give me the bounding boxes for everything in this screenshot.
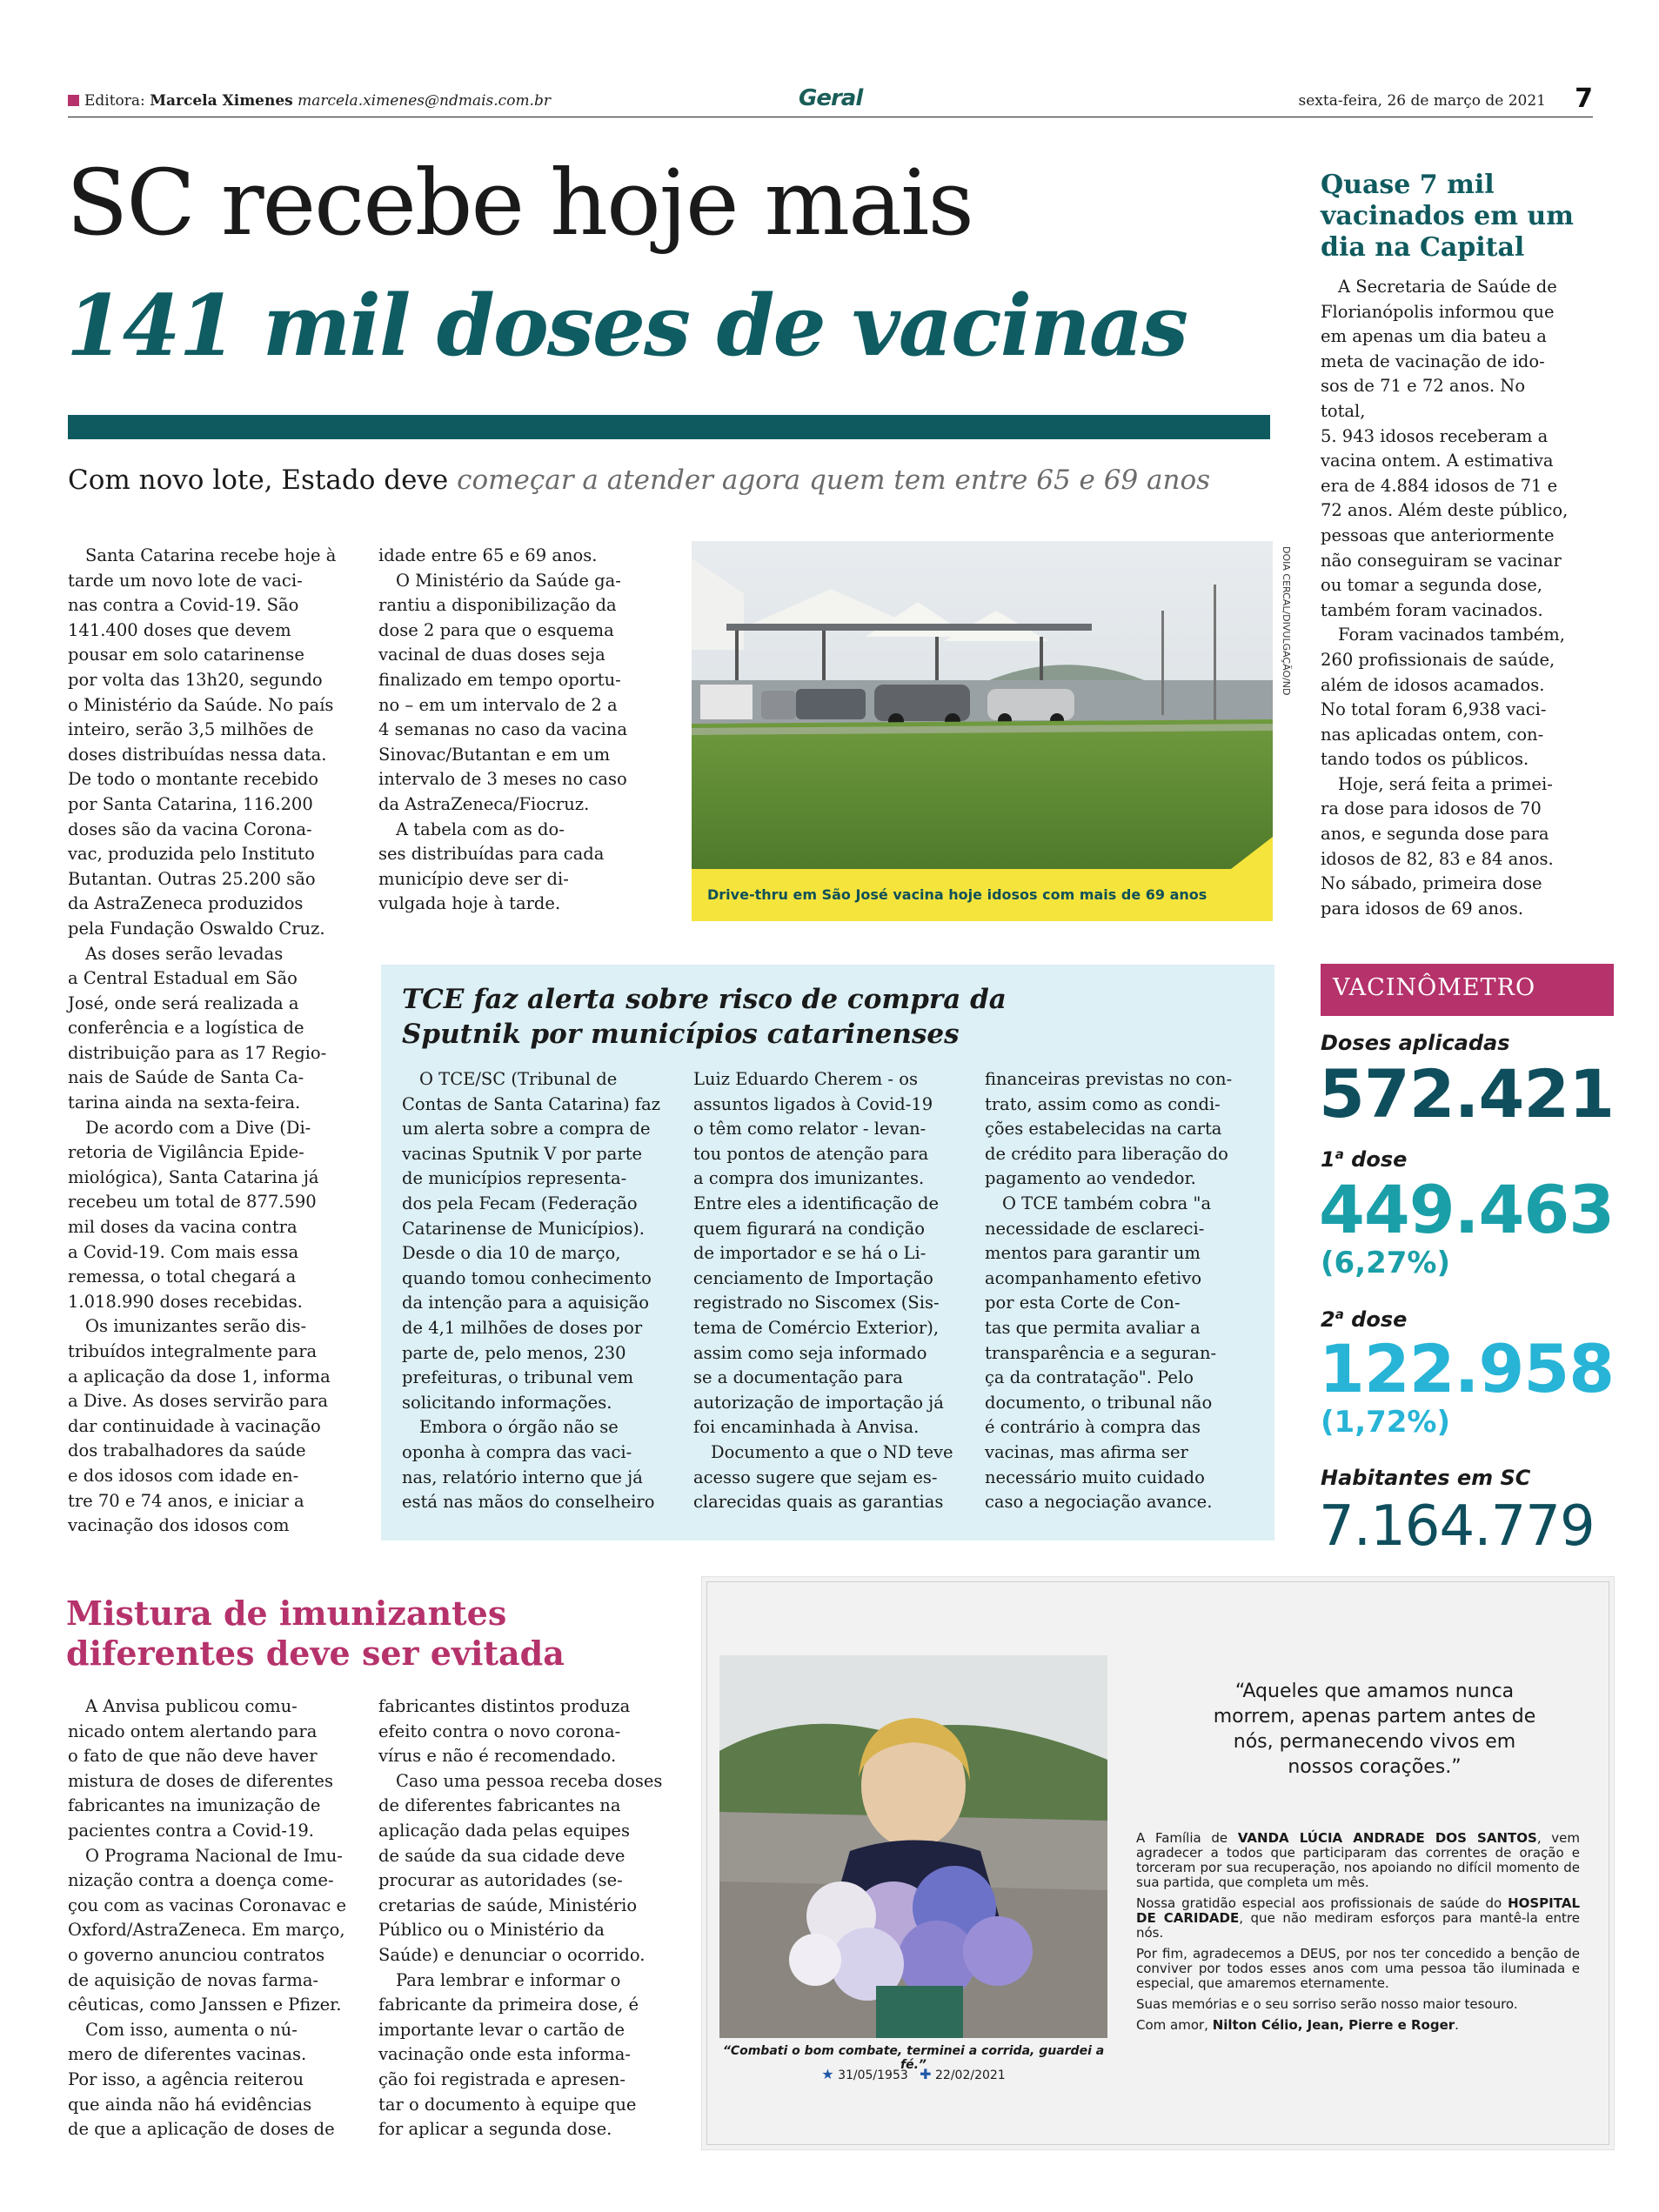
paragraph: As doses serão levadas a Central Estadual em São José, onde será realizada a conferência e a logística de distribuição para as 17 Regio- nais de Saúde de Santa Ca- tarina ainda na sexta-feira. [68, 943, 327, 1113]
paragraph: Por fim, agradecemos a DEUS, por nos ter concedido a benção de conviver por todos esses anos com uma pessoa tão iluminada e especial, que amaremos eternamente. [1136, 1946, 1580, 1991]
paragraph: De acordo com a Dive (Di- retoria de Vigilância Epide- miológica), Santa Catarina já recebeu um total de 877.590 mil doses da vacina contra a Covid-19. Com mais essa remessa, o total chegará a 1.018.990 doses recebidas. [68, 1117, 319, 1312]
paragraph: A Secretaria de Saúde de Florianópolis informou que em apenas um dia bateu a meta de vacinação de ido- sos de 71 e 72 anos. No total, 5. 943 idosos receberam a vacina ontem. A estimativa era de 4.884 idosos de 71 e 72 anos. Além deste público, pessoas que anteriormente não conseguiram se vacinar ou tomar a segunda dose, também foram vacinados. [1321, 277, 1569, 620]
paragraph: idade entre 65 e 69 anos. [378, 545, 598, 565]
obituary-photo [719, 1655, 1107, 2038]
paragraph: O TCE também cobra "a necessidade de esclareci- mentos para garantir um acompanhamento efetivo por esta Corte de Con- tas que permita avaliar a transparência e a seguran- ça da contratação". Pelo documento, o tribunal não é contrário à compra das vacinas, mas afirma ser necessário muito cuidado caso a negociação avance. [985, 1193, 1217, 1513]
paragraph: Hoje, será feita a primei- ra dose para idosos de 70 anos, e segunda dose para idosos de 82, 83 e 84 anos. No sábado, primeira dose para idosos de 69 anos. [1321, 773, 1554, 919]
paragraph: Foram vacinados também, 260 profissionais de saúde, além de idosos acamados. No total foram 6,938 vaci- nas aplicadas ontem, con- tando todos os públicos. [1321, 625, 1565, 770]
doses-applied-value: 572.421 [1319, 1055, 1615, 1133]
paragraph: Luiz Eduardo Cherem - os assuntos ligados à Covid-19 o têm como relator - levan- tou pontos de atenção para a compra dos imunizantes. Entre eles a identificação de quem figurará na condição de importador e se há o Li- cenciamento de Importação registrado no Siscomex (Sis- tema de Comércio Exterior), assim como seja informado se a documentação para autorização de importação já foi encaminhada à Anvisa. [693, 1069, 944, 1438]
headline-line2: 141 mil doses de vacinas [66, 277, 1187, 375]
death-date: 22/02/2021 [935, 2068, 1006, 2082]
cross-icon: ✚ [920, 2066, 932, 2082]
dose1-label: 1$^a$ dose [1321, 1146, 1408, 1172]
tce-col2 [693, 1067, 972, 1515]
vacinometro-title: VACINÔMETRO [1321, 964, 1614, 1016]
paragraph: O Ministério da Saúde ga- rantiu a disponibilização da dose 2 para que o esquema vacinal de duas doses seja finalizado em tempo oportu- no – em um intervalo de 2 a 4 semanas no caso da vacina Sinovac/Butantan e em um intervalo de 3 meses no caso da AstraZeneca/Fiocruz. [378, 570, 627, 814]
headline-bar [68, 415, 1270, 439]
dose1-percent: (6,27%) [1321, 1246, 1451, 1280]
photo-caption: Drive-thru em São José vacina hoje idosos com mais de 69 anos [692, 869, 1273, 921]
paragraph: A tabela com as do- ses distribuídas para cada município deve ser di- vulgada hoje à tarde. [378, 819, 605, 914]
drive-thru-photo [692, 541, 1273, 869]
population-value: 7.164.779 [1319, 1494, 1595, 1559]
paragraph: Os imunizantes serão dis- tribuídos integralmente para a aplicação da dose 1, informa a Dive. As doses servirão para dar continuidade à vacinação dos trabalhadores da saúde e dos idosos com idade en- tre 70 e 74 anos, e iniciar a vacinação dos idosos com [68, 1316, 331, 1536]
mixture-col2 [378, 1694, 683, 2142]
paragraph: fabricantes distintos produza efeito contra o novo corona- vírus e não é recomendado. [378, 1696, 631, 1767]
paragraph: Caso uma pessoa receba doses de diferentes fabricantes na aplicação dada pelas equipes de saúde da sua cidade deve procurar as autoridades (se- cretarias de saúde, Ministério Público ou o Ministério da Saúde) e denunciar o ocorrido. [378, 1770, 663, 1965]
paragraph: Para lembrar e informar o fabricante da primeira dose, é importante levar o cartão de vacinação onde esta informa- ção foi registrada e apresen- tar o documento à equipe que for aplicar a segunda dose. [378, 1969, 639, 2140]
main-article-col2 [378, 544, 674, 917]
tce-col3 [985, 1067, 1263, 1515]
mixture-col1 [68, 1694, 364, 2142]
subheadline: Com novo lote, Estado deve começar a atender agora quem tem entre 65 e 69 anos [68, 464, 1211, 496]
obituary-text [1136, 1831, 1580, 2039]
obituary-quote: “Aqueles que amamos nunca morrem, apenas partem antes de nós, permanecendo vivos em nossos corações.” [1213, 1681, 1536, 1778]
page-number: 7 [1575, 84, 1593, 114]
paragraph: Santa Catarina recebe hoje à tarde um novo lote de vaci- nas contra a Covid-19. São 141.400 doses que devem pousar em solo catarinense por volta das 13h20, segundo o Ministério da Saúde. No país inteiro, serão 3,5 milhões de doses distribuídas nessa data. De todo o montante recebido por Santa Catarina, 116.200 doses são da vacina Corona- vac, produzida pelo Instituto Butantan. Outras 25.200 são da AstraZeneca produzidos pela Fundação Oswaldo Cruz. [68, 545, 337, 939]
publication-date: sexta-feira, 26 de março de 2021 [1298, 92, 1546, 110]
photo-credit: DOIA CERCAL/DIVULGAÇÃO/ND [1281, 546, 1292, 696]
dose2-label: 2$^a$ dose [1321, 1306, 1408, 1332]
doses-applied-label: Doses aplicadas [1321, 1031, 1510, 1055]
tce-col1 [402, 1067, 680, 1515]
paragraph: O TCE/SC (Tribunal de Contas de Santa Catarina) faz um alerta sobre a compra de vacinas Sputnik V por parte de municípios representa- dos pela Fecam (Federação Catarinense de Municípios). Desde o dia 10 de março, quando tomou conhecimento da intenção para a aquisição de 4,1 milhões de doses por parte de, pelo menos, 230 prefeituras, o tribunal vem solicitando informações. [402, 1069, 660, 1413]
paragraph: Documento a que o ND teve acesso sugere que sejam es- clarecidas quais as garantias [693, 1441, 953, 1513]
paragraph: financeiras previstas no con- trato, assim como as condi- ções estabelecidas na carta de crédito para liberação do pagamento ao vendedor. [985, 1069, 1233, 1189]
obituary-dates [719, 2066, 1107, 2082]
paragraph: Com isso, aumenta o nú- mero de diferentes vacinas. Por isso, a agência reiterou que ainda não há evidências de que a aplicação de doses de [68, 2019, 335, 2140]
paragraph: Embora o órgão não se oponha à compra das vaci- nas, relatório interno que já está nas mãos do conselheiro [402, 1417, 655, 1513]
paragraph: O Programa Nacional de Imu- nização contra a doença come- çou com as vacinas Coronavac e Oxford/AstraZeneca. Em março, o governo anunciou contratos de aquisição de novas farma- cêuticas, como Janssen e Pfizer. [68, 1845, 346, 2015]
section-marker [68, 95, 79, 106]
dose2-percent: (1,72%) [1321, 1405, 1451, 1440]
paragraph: A Família de VANDA LÚCIA ANDRADE DOS SANTOS, vem agradecer a todos que participaram das correntes de oração e torceram por sua recuperação, nos apoiando no difícil momento de sua partida, que completa um mês. [1136, 1830, 1580, 1890]
main-article-col1 [68, 544, 355, 1539]
paragraph: Nossa gratidão especial aos profissionais de saúde do HOSPITAL DE CARIDADE, que não mediram esforços para mantê-la entre nós. [1136, 1895, 1580, 1941]
headline-line1: SC recebe hoje mais [66, 150, 973, 256]
population-label: Habitantes em SC [1321, 1466, 1531, 1490]
star-icon: ★ [821, 2066, 834, 2082]
birth-date: 31/05/1953 [838, 2068, 908, 2082]
capital-body [1321, 275, 1573, 921]
tce-title: TCE faz alerta sobre risco de compra da Sputnik por municípios catarinenses [402, 984, 1007, 1050]
dose2-value: 122.958 [1319, 1330, 1615, 1407]
obituary-photo-quote: “Combati o bom combate, terminei a corrida, guardei a fé.” [722, 2044, 1105, 2072]
editor-credit: Editora: Marcela Ximenes marcela.ximenes@ndmais.com.br [68, 92, 551, 110]
capital-title: Quase 7 mil vacinados em um dia na Capital [1321, 170, 1574, 263]
section-name: Geral [799, 85, 863, 111]
paragraph: Com amor, Nilton Célio, Jean, Pierre e Roger. [1136, 2017, 1459, 2033]
dose1-value: 449.463 [1319, 1171, 1615, 1248]
editor-email[interactable]: marcela.ximenes@ndmais.com.br [298, 92, 551, 110]
paragraph: Suas memórias e o seu sorriso serão nosso maior tesouro. [1136, 1996, 1518, 2012]
editor-name: Marcela Ximenes [150, 92, 293, 110]
paragraph: A Anvisa publicou comu- nicado ontem alertando para o fato de que não deve haver mistura de doses de diferentes fabricantes na imunização de pacientes contra a Covid-19. [68, 1696, 333, 1841]
mixture-title: Mistura de imunizantes diferentes deve ser evitada [66, 1594, 565, 1673]
